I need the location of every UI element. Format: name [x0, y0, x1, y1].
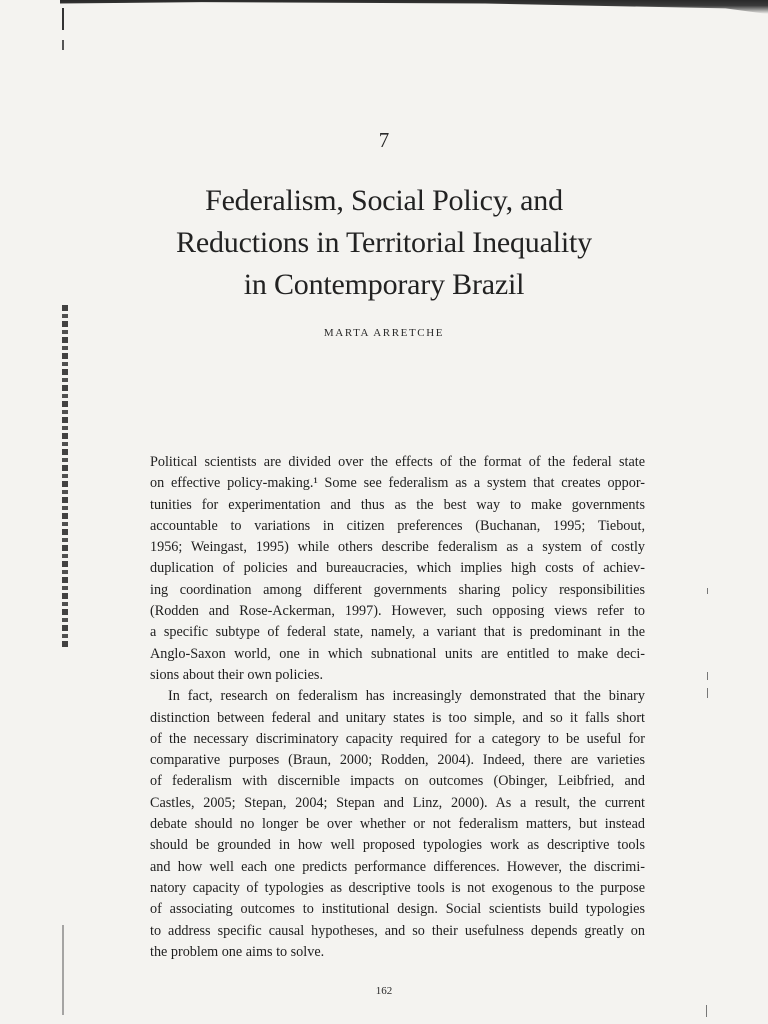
scan-margin-mark	[62, 40, 64, 50]
chapter-number: 7	[378, 128, 390, 152]
text-line: natory capacity of typologies as descriptive tools is not exogenous to the purpose	[150, 879, 645, 896]
text-line: Castles, 2005; Stepan, 2004; Stepan and Linz, 2000). As a result, the current	[150, 794, 645, 811]
text-line: (Rodden and Rose-Ackerman, 1997). However, such opposing views refer to	[150, 603, 645, 620]
text-line: of federalism with discernible impacts on outcomes (Obinger, Leibfried, and	[150, 773, 645, 790]
text-line: should be grounded in how well proposed typologies work as descriptive tools	[150, 837, 645, 854]
text-line: the problem one aims to solve.	[150, 943, 325, 960]
scan-speck	[707, 688, 708, 698]
text-line: Political scientists are divided over the effects of the format of the federal state	[150, 454, 645, 470]
author-name: MARTA ARRETCHE	[323, 327, 445, 339]
chapter-title	[84, 180, 684, 306]
chapter-title-line: Federalism, Social Policy, and	[205, 184, 563, 217]
page-number: 162	[375, 985, 393, 997]
text-line: tunities for experimentation and thus as the best way to make governments	[150, 496, 645, 513]
text-line: distinction between federal and unitary states is too simple, and so it falls short	[150, 709, 645, 726]
text-line: on effective policy-making.¹ Some see federalism as a system that creates oppor-	[150, 475, 645, 492]
text-line: sions about their own policies.	[150, 666, 323, 683]
scan-margin-mark	[62, 925, 64, 1015]
text-line: to address specific causal hypotheses, and so their usefulness depends greatly on	[150, 922, 645, 939]
scan-edge-shadow	[60, 0, 768, 14]
text-line: accountable to variations in citizen preferences (Buchanan, 1995; Tiebout,	[150, 517, 645, 534]
text-line: comparative purposes (Braun, 2000; Rodden, 2004). Indeed, there are varieties	[150, 752, 645, 769]
scan-speck	[707, 588, 708, 594]
text-line: of associating outcomes to institutional design. Social scientists build typologies	[150, 901, 645, 918]
binding-strip	[62, 305, 68, 650]
text-line: of the necessary discriminatory capacity required for a category to be useful for	[150, 730, 645, 747]
text-line: In fact, research on federalism has increasingly demonstrated that the binary	[168, 688, 645, 705]
text-line: duplication of policies and bureaucracies, which implies high costs of achiev-	[150, 560, 645, 577]
scan-speck	[707, 672, 708, 680]
text-line: Anglo-Saxon world, one in which subnational units are entitled to make deci-	[150, 645, 645, 662]
text-line: and how well each one predicts performance differences. However, the discrimi-	[150, 858, 645, 875]
paragraph	[150, 686, 645, 963]
scan-margin-line	[62, 8, 64, 30]
chapter-title-line: in Contemporary Brazil	[243, 268, 525, 301]
text-line: debate should no longer be over whether or not federalism matters, but instead	[150, 816, 645, 833]
text-line: ing coordination among different governments sharing policy responsibilities	[150, 581, 645, 598]
text-line: a specific subtype of federal state, namely, a variant that is predominant in the	[150, 624, 645, 641]
body-text	[150, 452, 645, 963]
paragraph	[150, 452, 645, 686]
scan-speck	[706, 1005, 707, 1017]
text-line: 1956; Weingast, 1995) while others describe federalism as a system of costly	[150, 539, 645, 556]
chapter-title-line: Reductions in Territorial Inequality	[176, 226, 592, 259]
